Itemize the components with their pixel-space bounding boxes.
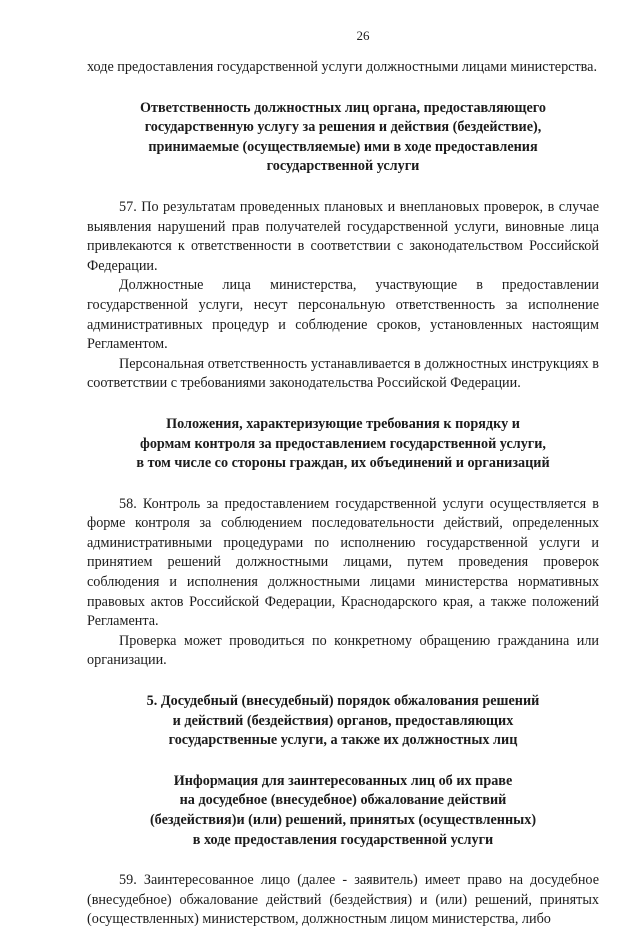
section-heading-control [87, 415, 599, 474]
spacer [87, 751, 599, 772]
spacer [87, 850, 599, 871]
heading-line: Информация для заинтересованных лиц об их праве [173, 772, 513, 789]
section-heading-5-appeal [87, 692, 599, 751]
heading-line: государственную услугу за решения и действия (бездействие), [144, 119, 542, 136]
heading-line: принимаемые (осуществляемые) ими в ходе предоставления [148, 138, 538, 155]
paragraph-58: 58. Контроль за предоставлением государственной услуги осуществляется в форме контроля за соблюдением последовательности действий, определенных административными процедурами по исполнению государственной услуги и принятием решений должностными лицами, путем проведения проверок соблюдения и исполнения должностными лицами министерства нормативных правовых актов Российской Федерации, Краснодарского края, а также положений Регламента. [87, 495, 599, 630]
page-number: 26 [356, 28, 370, 43]
heading-line: (бездействия)и (или) решений, принятых (осуществленных) [149, 812, 537, 828]
paragraph-personal-responsibility: Персональная ответственность устанавливается в должностных инструкциях в соответствии с требованиями законодательства Российской Федерации. [87, 355, 599, 392]
paragraph-officials-responsibility: Должностные лица министерства, участвующие в предоставлении государственной услуги, несут персональную ответственность за исполнение административных процедур и соблюдение сроков, установленных настоящим Регламентом. [87, 277, 599, 353]
heading-line: формам контроля за предоставлением государственной услуги, [140, 435, 546, 452]
spacer [87, 474, 599, 495]
heading-line: государственные услуги, а также их должностных лиц [168, 732, 518, 749]
heading-line: в том числе со стороны граждан, их объединений и организаций [136, 455, 550, 472]
spacer [87, 671, 599, 692]
spacer [87, 394, 599, 415]
heading-line: Положения, характеризующие требования к порядку и [166, 415, 520, 432]
paragraph-57: 57. По результатам проведенных плановых и внеплановых проверок, в случае выявления нарушений прав получателей государственной услуги, виновные лица привлекаются к ответственности в соответствии с законодательством Российской Федерации. [87, 198, 599, 274]
heading-line: на досудебное (внесудебное) обжалование действий [179, 792, 507, 809]
paragraph-inspection: Проверка может проводиться по конкретному обращению гражданина или организации. [87, 632, 599, 669]
heading-line: 5. Досудебный (внесудебный) порядок обжалования решений [146, 693, 540, 710]
heading-line: и действий (бездействия) органов, предоставляющих [172, 712, 514, 729]
section-heading-responsibility [87, 99, 599, 177]
heading-line: в ходе предоставления государственной услуги [192, 831, 494, 848]
spacer [87, 78, 599, 99]
paragraph-continuation: ходе предоставления государственной услуги должностными лицами министерства. [87, 59, 598, 75]
paragraph-59: 59. Заинтересованное лицо (далее - заявитель) имеет право на досудебное (внесудебное) обжалование действий (бездействия) и (или) решений, принятых (осуществленных) министерством, должностным лицом министерства, либо [87, 872, 599, 928]
section-heading-appeal-rights [87, 772, 599, 850]
heading-line: государственной услуги [266, 158, 420, 175]
heading-line: Ответственность должностных лиц органа, предоставляющего [140, 99, 546, 116]
spacer [87, 177, 599, 198]
